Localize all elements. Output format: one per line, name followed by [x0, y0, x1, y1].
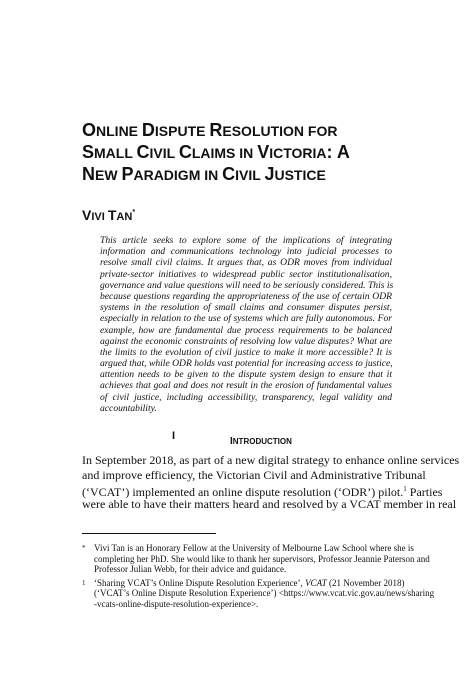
title-text: EW	[95, 167, 122, 183]
title-text: ISPUTE	[154, 123, 210, 139]
footnote	[82, 543, 430, 575]
section-title-text: I	[230, 436, 233, 447]
abstract-line: against the economic constraints of resolving low value disputes? What are	[100, 335, 392, 347]
footnote-mark: 1	[82, 578, 86, 587]
body-text	[82, 453, 460, 511]
title-text: IVIL	[149, 145, 179, 161]
title-text: C	[178, 142, 192, 162]
footnote-line	[94, 599, 402, 610]
abstract-line: the limits to the evolution of civil justice to make it more accessible? It is	[100, 346, 392, 358]
author-footnote-mark: *	[132, 209, 136, 216]
abstract-line: example, how are fundamental due process requirements to be balanced	[100, 324, 392, 336]
abstract-line: governance and value questions will need to be seriously considered. This is	[100, 279, 394, 291]
body-line	[82, 496, 457, 512]
abstract-line: achieves that goal and does not result in the erosion of fundamental values	[100, 380, 392, 392]
title-text: N	[82, 164, 95, 184]
footnote-divider	[82, 533, 216, 534]
footnote	[82, 577, 435, 610]
title-text: D	[141, 120, 155, 140]
title-line	[82, 119, 402, 141]
footnotes	[82, 543, 435, 613]
abstract-line: because questions regarding the appropriateness of the use of certain ODR	[100, 290, 392, 302]
body-text: (‘VCAT’) implemented an online dispute resolution (‘ODR’) pilot.	[82, 485, 404, 499]
abstract-line: accountability.	[100, 402, 157, 414]
title-text: ICTORIA	[269, 145, 327, 161]
abstract-line: resolve small civil claims. It argues that, as ODR moves from individual	[100, 257, 392, 269]
title-text: R	[209, 120, 223, 140]
title-text: LAIMS IN	[191, 145, 258, 161]
footnote-reference: 1	[403, 485, 407, 493]
title-text: USTICE	[274, 167, 326, 183]
title-text: : A	[326, 142, 350, 162]
body-line	[82, 453, 460, 468]
footnote-text: Professor Julian Webb, for their advice and guidance.	[94, 564, 287, 575]
footnote-text: -vcats-online-dispute-resolution-experience>.	[94, 598, 259, 609]
author-name	[82, 207, 135, 225]
title-text: C	[222, 164, 236, 184]
author-text: V	[82, 207, 92, 223]
title-text: P	[121, 164, 134, 184]
footnote-line	[94, 588, 435, 599]
author-text: T	[107, 207, 117, 223]
title-text: J	[264, 164, 275, 184]
body-text: Parties	[406, 485, 443, 499]
body-text: were able to have their matters heard and resolved by a VCAT member in real	[82, 496, 457, 511]
footnote-text: VCAT	[305, 577, 327, 588]
title-text: IVIL	[235, 167, 265, 183]
title-line	[82, 141, 402, 163]
body-text: In September 2018, as part of a new digital strategy to enhance online services	[82, 453, 460, 467]
footnote-text: (‘VCAT’s Online Dispute Resolution Experience’) <https://www.vcat.vic.gov.au/news/sharing	[94, 588, 435, 599]
title-text: ARADIGM IN	[133, 167, 223, 183]
footnote-text: Vivi Tan is an Honorary Fellow at the University of Melbourne Law School where she is	[94, 543, 414, 553]
abstract-line: systems in the resolution of small claims and consumer disputes persist,	[100, 302, 392, 314]
section-title	[230, 431, 292, 449]
footnote-line	[94, 564, 402, 575]
section-title-text: NTRODUCTION	[232, 437, 292, 446]
abstract	[100, 235, 392, 414]
abstract-line: information and communications technology into judicial processes to	[100, 246, 392, 258]
title-line	[82, 163, 402, 185]
abstract-line: attention needs to be given to the dispute system design to ensure that it	[100, 369, 392, 381]
footnote-line	[94, 543, 414, 554]
author-text: IVI	[91, 211, 108, 223]
footnote-text: (21 November 2018)	[326, 577, 405, 588]
abstract-line: private-sector initiatives to widespread public sector institutionalisation,	[100, 268, 392, 280]
title-text: C	[136, 142, 150, 162]
abstract-line: argued that, while ODR holds vast potential for increasing access to justice,	[100, 358, 393, 370]
body-text: and improve efficiency, the Victorian Civil and Administrative Tribunal	[82, 467, 426, 482]
footnote-line	[94, 577, 405, 589]
body-line	[82, 482, 443, 499]
footnote-line	[94, 553, 430, 565]
section-heading	[82, 430, 402, 446]
title-text: ESOLUTION FOR	[222, 123, 338, 139]
title-text: MALL	[94, 145, 137, 161]
footnote-text: completing her PhD. She would like to thank her supervisors, Professor Jeannie Paterson and	[94, 553, 430, 564]
body-line	[82, 467, 426, 483]
author-text: AN	[116, 211, 133, 223]
abstract-line: especially in relation to the use of systems which are fully autonomous. For	[100, 313, 392, 325]
footnote-text: ‘Sharing VCAT’s Online Dispute Resolution Experience’,	[94, 577, 306, 588]
section-number: I	[172, 430, 176, 442]
abstract-line: of civil justice, including accessibility, transparency, legal validity and	[100, 391, 392, 403]
article-title	[82, 119, 402, 185]
abstract-line: This article seeks to explore some of the implications of integrating	[100, 235, 392, 246]
title-text: S	[82, 142, 95, 162]
title-text: V	[257, 142, 270, 162]
footnote-mark: *	[82, 544, 86, 552]
title-text: NLINE	[96, 123, 142, 139]
title-text: O	[82, 120, 97, 140]
